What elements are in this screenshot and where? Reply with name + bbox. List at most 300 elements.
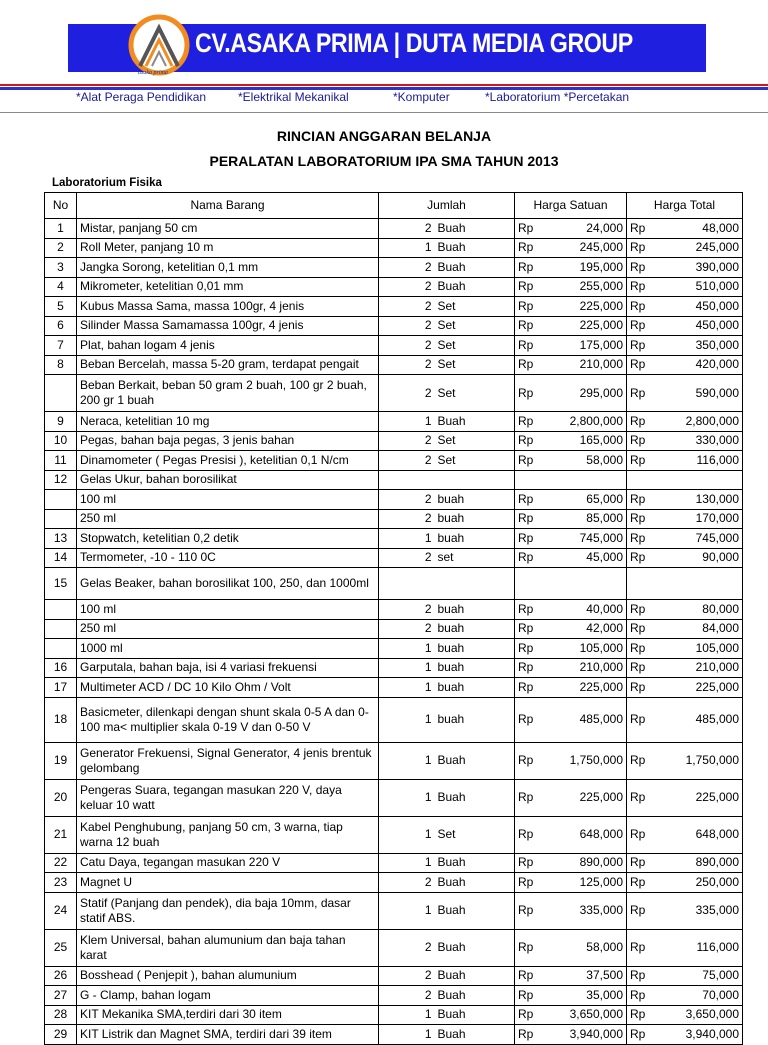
total-price: 48,000 [653,219,743,239]
item-unit: Set [435,355,515,375]
table-row [45,816,743,853]
unit-price-currency [515,568,541,600]
item-name: 100 ml [77,490,379,510]
item-name: Silinder Massa Samamassa 100gr, 4 jenis [77,316,379,336]
total-price-currency: Rp [627,892,653,929]
unit-price-currency: Rp [515,816,541,853]
table-row [45,336,743,356]
row-number: 1 [45,219,77,239]
total-price-currency: Rp [627,697,653,742]
unit-price: 225,000 [541,779,627,816]
item-unit: Set [435,451,515,471]
unit-price: 210,000 [541,355,627,375]
item-unit: Buah [435,742,515,779]
table-row [45,355,743,375]
row-number: 16 [45,658,77,678]
item-name: Pegas, bahan baja pegas, 3 jenis bahan [77,431,379,451]
item-unit [435,568,515,600]
item-quantity: 2 [379,355,435,375]
item-quantity: 2 [379,451,435,471]
unit-price-currency: Rp [515,853,541,873]
table-row [45,509,743,529]
row-number [45,509,77,529]
total-price-currency: Rp [627,619,653,639]
item-unit: Buah [435,258,515,278]
total-price: 250,000 [653,873,743,893]
row-number: 20 [45,779,77,816]
header-qty: Jumlah [379,193,515,219]
header-rule-bottom [0,112,768,113]
unit-price: 745,000 [541,529,627,549]
unit-price: 195,000 [541,258,627,278]
row-number: 4 [45,277,77,297]
total-price: 390,000 [653,258,743,278]
total-price: 225,000 [653,678,743,698]
total-price-currency: Rp [627,1025,653,1045]
item-quantity: 1 [379,853,435,873]
document-subtitle: PERALATAN LABORATORIUM IPA SMA TAHUN 2013 [209,153,559,169]
table-row [45,258,743,278]
total-price: 510,000 [653,277,743,297]
row-number: 8 [45,355,77,375]
row-number [45,490,77,510]
table-row [45,548,743,568]
total-price-currency: Rp [627,966,653,986]
total-price: 330,000 [653,431,743,451]
total-price: 105,000 [653,639,743,659]
unit-price: 125,000 [541,873,627,893]
unit-price-currency [515,470,541,490]
total-price: 170,000 [653,509,743,529]
unit-price: 225,000 [541,297,627,317]
unit-price-currency: Rp [515,548,541,568]
unit-price: 24,000 [541,219,627,239]
total-price: 450,000 [653,297,743,317]
item-unit: Buah [435,277,515,297]
service-item: *Laboratorium *Percetakan [485,90,630,104]
table-row [45,529,743,549]
unit-price: 225,000 [541,316,627,336]
row-number: 13 [45,529,77,549]
table-row [45,451,743,471]
item-unit: buah [435,509,515,529]
unit-price-currency: Rp [515,1005,541,1025]
table-row [45,490,743,510]
total-price-currency: Rp [627,816,653,853]
unit-price: 85,000 [541,509,627,529]
unit-price: 165,000 [541,431,627,451]
item-quantity: 2 [379,986,435,1006]
unit-price: 648,000 [541,816,627,853]
item-unit: buah [435,678,515,698]
unit-price-currency: Rp [515,678,541,698]
row-number: 26 [45,966,77,986]
unit-price-currency: Rp [515,658,541,678]
unit-price: 42,000 [541,619,627,639]
total-price: 590,000 [653,375,743,412]
table-row [45,742,743,779]
total-price: 3,650,000 [653,1005,743,1025]
unit-price-currency: Rp [515,697,541,742]
document-title: RINCIAN ANGGARAN BELANJA [276,128,492,144]
unit-price: 245,000 [541,238,627,258]
item-quantity: 1 [379,1025,435,1045]
unit-price: 3,650,000 [541,1005,627,1025]
total-price: 450,000 [653,316,743,336]
item-unit: buah [435,490,515,510]
item-name: Statif (Panjang dan pendek), dia baja 10mm, dasar statif ABS. [77,892,379,929]
unit-price-currency: Rp [515,509,541,529]
item-quantity: 1 [379,639,435,659]
item-unit: Set [435,431,515,451]
total-price: 350,000 [653,336,743,356]
item-unit: Buah [435,966,515,986]
unit-price-currency: Rp [515,1025,541,1045]
unit-price: 45,000 [541,548,627,568]
table-row [45,375,743,412]
total-price-currency: Rp [627,600,653,620]
item-quantity: 2 [379,219,435,239]
unit-price-currency: Rp [515,619,541,639]
item-quantity [379,568,435,600]
unit-price: 335,000 [541,892,627,929]
unit-price-currency: Rp [515,529,541,549]
row-number: 10 [45,431,77,451]
total-price-currency: Rp [627,742,653,779]
table-row [45,929,743,966]
total-price: 245,000 [653,238,743,258]
total-price-currency: Rp [627,451,653,471]
item-name: KIT Listrik dan Magnet SMA, terdiri dari 39 item [77,1025,379,1045]
item-name: Multimeter ACD / DC 10 Kilo Ohm / Volt [77,678,379,698]
item-unit: Set [435,375,515,412]
unit-price: 295,000 [541,375,627,412]
unit-price: 225,000 [541,678,627,698]
item-name: Mistar, panjang 50 cm [77,219,379,239]
item-quantity: 2 [379,873,435,893]
table-row [45,639,743,659]
item-name: Gelas Ukur, bahan borosilikat [77,470,379,490]
total-price: 420,000 [653,355,743,375]
item-unit: Buah [435,238,515,258]
company-logo-icon [128,14,190,76]
item-quantity: 2 [379,258,435,278]
table-row [45,619,743,639]
item-name: Kabel Penghubung, panjang 50 cm, 3 warna, tiap warna 12 buah [77,816,379,853]
item-name: 1000 ml [77,639,379,659]
item-quantity [379,470,435,490]
item-name: Neraca, ketelitian 10 mg [77,412,379,432]
table-row [45,658,743,678]
logo-caption: asaka prima [138,70,168,76]
row-number: 15 [45,568,77,600]
total-price-currency: Rp [627,297,653,317]
table-row [45,697,743,742]
total-price-currency: Rp [627,678,653,698]
row-number: 22 [45,853,77,873]
item-unit: Buah [435,873,515,893]
item-quantity: 2 [379,929,435,966]
unit-price-currency: Rp [515,316,541,336]
total-price: 485,000 [653,697,743,742]
total-price [653,470,743,490]
item-unit: Set [435,816,515,853]
row-number: 11 [45,451,77,471]
table-row [45,678,743,698]
unit-price-currency: Rp [515,431,541,451]
total-price: 225,000 [653,779,743,816]
item-quantity: 2 [379,431,435,451]
row-number: 7 [45,336,77,356]
table-row [45,892,743,929]
total-price: 210,000 [653,658,743,678]
item-quantity: 1 [379,816,435,853]
total-price-currency: Rp [627,779,653,816]
item-unit: Buah [435,1025,515,1045]
item-unit: buah [435,600,515,620]
item-quantity: 2 [379,375,435,412]
total-price-currency: Rp [627,412,653,432]
total-price-currency: Rp [627,986,653,1006]
unit-price: 58,000 [541,451,627,471]
table-row [45,873,743,893]
unit-price-currency: Rp [515,966,541,986]
item-name: G - Clamp, bahan logam [77,986,379,1006]
item-unit [435,470,515,490]
row-number: 9 [45,412,77,432]
row-number [45,639,77,659]
item-unit: Buah [435,986,515,1006]
total-price-currency: Rp [627,873,653,893]
table-row [45,779,743,816]
unit-price-currency: Rp [515,277,541,297]
item-name: Beban Berkait, beban 50 gram 2 buah, 100 gr 2 buah, 200 gr 1 buah [77,375,379,412]
item-unit: Buah [435,929,515,966]
table-row [45,316,743,336]
header-name: Nama Barang [77,193,379,219]
row-number: 23 [45,873,77,893]
item-quantity: 2 [379,297,435,317]
row-number: 29 [45,1025,77,1045]
table-row [45,568,743,600]
row-number: 28 [45,1005,77,1025]
item-quantity: 1 [379,238,435,258]
total-price: 116,000 [653,451,743,471]
total-price-currency: Rp [627,316,653,336]
item-quantity: 1 [379,412,435,432]
unit-price-currency: Rp [515,892,541,929]
table-row [45,1025,743,1045]
unit-price-currency: Rp [515,986,541,1006]
service-item: *Elektrikal Mekanikal [238,90,349,104]
header-unit-price: Harga Satuan [515,193,627,219]
unit-price: 255,000 [541,277,627,297]
row-number: 6 [45,316,77,336]
unit-price: 210,000 [541,658,627,678]
item-quantity: 1 [379,658,435,678]
item-quantity: 2 [379,548,435,568]
item-name: 250 ml [77,619,379,639]
total-price: 116,000 [653,929,743,966]
item-name: Basicmeter, dilenkapi dengan shunt skala 0-5 A dan 0-100 ma< multiplier skala 0-19 V dan 0-50 V [77,697,379,742]
item-quantity: 1 [379,1005,435,1025]
unit-price-currency: Rp [515,779,541,816]
total-price: 84,000 [653,619,743,639]
table-row [45,853,743,873]
unit-price-currency: Rp [515,355,541,375]
item-quantity: 1 [379,697,435,742]
item-unit: Set [435,297,515,317]
total-price-currency: Rp [627,355,653,375]
row-number: 18 [45,697,77,742]
row-number [45,619,77,639]
item-quantity: 1 [379,892,435,929]
item-name: Kubus Massa Sama, massa 100gr, 4 jenis [77,297,379,317]
unit-price-currency: Rp [515,600,541,620]
item-name: Beban Bercelah, massa 5-20 gram, terdapat pengait [77,355,379,375]
item-unit: set [435,548,515,568]
unit-price-currency: Rp [515,219,541,239]
row-number [45,600,77,620]
total-price: 1,750,000 [653,742,743,779]
item-unit: Buah [435,892,515,929]
row-number: 19 [45,742,77,779]
unit-price: 890,000 [541,853,627,873]
item-unit: Set [435,336,515,356]
service-item: *Alat Peraga Pendidikan [76,90,207,104]
total-price: 2,800,000 [653,412,743,432]
unit-price-currency: Rp [515,929,541,966]
item-quantity: 2 [379,600,435,620]
total-price [653,568,743,600]
item-unit: Buah [435,219,515,239]
table-row [45,1005,743,1025]
header-rule-red [0,84,768,86]
item-unit: Buah [435,412,515,432]
total-price-currency: Rp [627,431,653,451]
item-name: Bosshead ( Penjepit ), bahan alumunium [77,966,379,986]
total-price-currency: Rp [627,277,653,297]
row-number: 25 [45,929,77,966]
item-quantity: 1 [379,678,435,698]
item-quantity: 2 [379,277,435,297]
item-quantity: 1 [379,742,435,779]
unit-price: 37,500 [541,966,627,986]
table-row [45,297,743,317]
budget-table [44,192,743,1045]
table-row [45,600,743,620]
item-unit: buah [435,658,515,678]
unit-price: 175,000 [541,336,627,356]
total-price-currency: Rp [627,1005,653,1025]
item-name: Gelas Beaker, bahan borosilikat 100, 250, dan 1000ml [77,568,379,600]
item-name: Catu Daya, tegangan masukan 220 V [77,853,379,873]
total-price: 648,000 [653,816,743,853]
item-name: Jangka Sorong, ketelitian 0,1 mm [77,258,379,278]
item-unit: Buah [435,853,515,873]
row-number: 5 [45,297,77,317]
total-price-currency: Rp [627,258,653,278]
item-name: 250 ml [77,509,379,529]
total-price: 3,940,000 [653,1025,743,1045]
total-price-currency: Rp [627,853,653,873]
item-name: Dinamometer ( Pegas Presisi ), ketelitian 0,1 N/cm [77,451,379,471]
total-price: 890,000 [653,853,743,873]
item-unit: buah [435,697,515,742]
unit-price-currency: Rp [515,375,541,412]
item-quantity: 1 [379,529,435,549]
table-row [45,238,743,258]
unit-price: 58,000 [541,929,627,966]
section-label: Laboratorium Fisika [52,177,162,189]
item-quantity: 2 [379,966,435,986]
item-name: Pengeras Suara, tegangan masukan 220 V, daya keluar 10 watt [77,779,379,816]
total-price: 70,000 [653,986,743,1006]
total-price-currency: Rp [627,336,653,356]
total-price-currency: Rp [627,490,653,510]
row-number: 3 [45,258,77,278]
total-price-currency [627,568,653,600]
item-name: Roll Meter, panjang 10 m [77,238,379,258]
table-row [45,412,743,432]
table-row [45,986,743,1006]
item-name: 100 ml [77,600,379,620]
unit-price [541,470,627,490]
total-price: 745,000 [653,529,743,549]
table-row [45,966,743,986]
unit-price-currency: Rp [515,238,541,258]
unit-price-currency: Rp [515,451,541,471]
table-row [45,431,743,451]
total-price: 75,000 [653,966,743,986]
total-price-currency: Rp [627,219,653,239]
total-price: 90,000 [653,548,743,568]
row-number: 12 [45,470,77,490]
item-unit: Set [435,316,515,336]
total-price-currency: Rp [627,529,653,549]
total-price: 335,000 [653,892,743,929]
header-total-price: Harga Total [627,193,743,219]
total-price-currency: Rp [627,639,653,659]
table-row [45,470,743,490]
item-quantity: 2 [379,316,435,336]
total-price-currency: Rp [627,548,653,568]
row-number [45,375,77,412]
total-price: 80,000 [653,600,743,620]
item-name: Mikrometer, ketelitian 0,01 mm [77,277,379,297]
unit-price-currency: Rp [515,412,541,432]
item-name: Plat, bahan logam 4 jenis [77,336,379,356]
unit-price-currency: Rp [515,490,541,510]
item-quantity: 2 [379,490,435,510]
item-name: Termometer, -10 - 110 0C [77,548,379,568]
item-name: Stopwatch, ketelitian 0,2 detik [77,529,379,549]
item-unit: buah [435,619,515,639]
item-quantity: 2 [379,509,435,529]
table-header-row [45,193,743,219]
item-quantity: 1 [379,779,435,816]
unit-price-currency: Rp [515,297,541,317]
row-number: 21 [45,816,77,853]
item-name: Magnet U [77,873,379,893]
table-row [45,219,743,239]
unit-price-currency: Rp [515,742,541,779]
table-row [45,277,743,297]
item-unit: buah [435,639,515,659]
total-price-currency: Rp [627,509,653,529]
row-number: 24 [45,892,77,929]
unit-price: 65,000 [541,490,627,510]
